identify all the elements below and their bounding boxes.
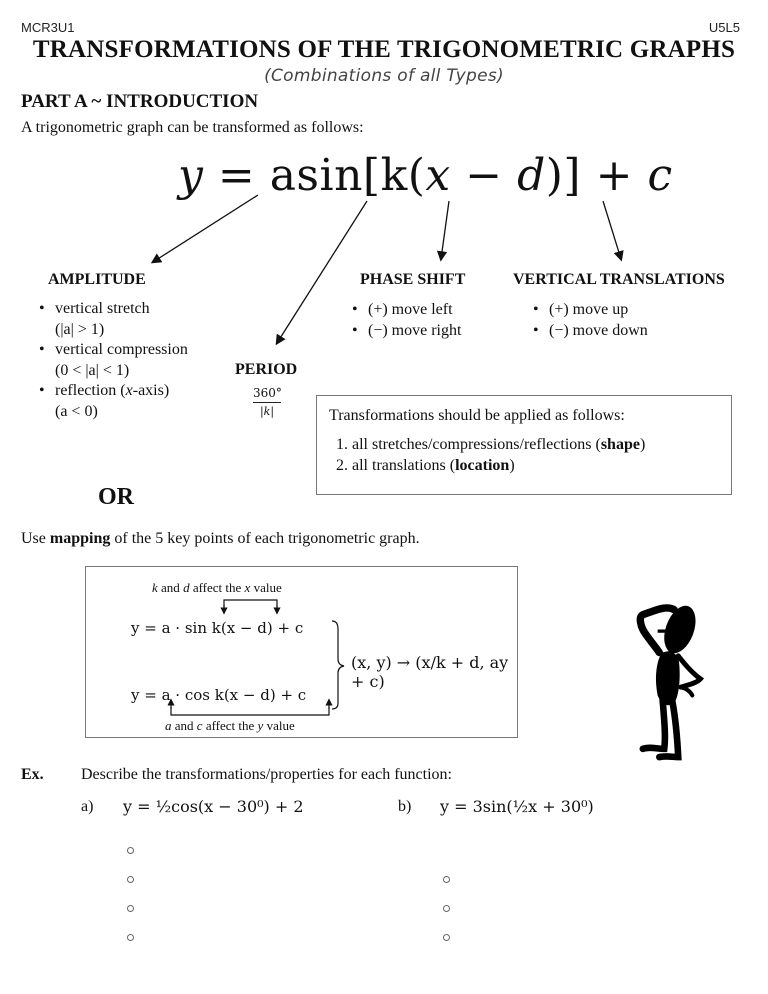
step-text: )	[639, 436, 646, 453]
eq-close: )] +	[545, 150, 648, 201]
step-text: )	[509, 456, 515, 474]
item-condition: (a < 0)	[55, 402, 98, 420]
answer-blank-a-1[interactable]	[127, 847, 134, 854]
mapping-rule: (x, y) → (x/k + d, ay + c)	[351, 653, 509, 691]
vertical-translations-list	[531, 300, 648, 341]
eq-y: y	[178, 150, 204, 201]
var-y: y	[257, 718, 264, 733]
y-value-note	[165, 718, 295, 734]
text: affect the	[202, 718, 258, 733]
list-item: • (+) move left	[350, 300, 461, 321]
var-c: c	[196, 718, 203, 733]
period-formula	[253, 386, 281, 418]
item-text: -axis)	[132, 382, 170, 399]
phase-shift-label: PHASE SHIFT	[360, 271, 466, 288]
text: Use	[21, 530, 50, 547]
text: affect the	[189, 580, 245, 595]
part-b-letter: b)	[398, 798, 412, 815]
section-heading: PART A ~ INTRODUCTION	[21, 91, 259, 112]
answer-blank-a-4[interactable]	[127, 934, 134, 941]
example-prompt: Describe the transformations/properties for each function:	[81, 766, 452, 783]
var-d: d	[183, 580, 190, 595]
keyword: mapping	[49, 530, 111, 547]
vertical-translations-label: VERTICAL TRANSLATIONS	[513, 271, 725, 288]
order-intro: Transformations should be applied as follows:	[329, 407, 625, 424]
period-label: PERIOD	[235, 361, 298, 378]
step-item	[352, 435, 645, 456]
step-keyword: shape	[600, 436, 640, 453]
text: and	[157, 580, 184, 595]
answer-blank-a-3[interactable]	[127, 905, 134, 912]
item-condition: (|a| > 1)	[55, 320, 105, 338]
course-code: MCR3U1	[21, 20, 75, 35]
list-item: • (+) move up	[531, 300, 648, 321]
example-label: Ex.	[21, 766, 44, 783]
answer-blank-b-1[interactable]	[443, 876, 450, 883]
list-item	[37, 299, 188, 340]
page-subtitle: (Combinations of all Types)	[264, 66, 504, 86]
lesson-code: U5L5	[708, 20, 740, 35]
phase-shift-list	[350, 300, 461, 341]
mapping-instruction	[21, 530, 420, 548]
thinking-figure-illustration	[600, 578, 740, 788]
var-k: k	[152, 580, 158, 595]
var-x: x	[244, 580, 251, 595]
step-text: all translations (	[352, 456, 456, 474]
list-item	[37, 381, 188, 422]
text: value	[250, 580, 282, 595]
answer-blank-b-3[interactable]	[443, 934, 450, 941]
step-keyword: location	[455, 456, 510, 474]
step-item	[352, 456, 645, 477]
part-b-equation: y = 3sin(½x + 30⁰)	[440, 797, 594, 816]
part-a-letter: a)	[81, 798, 94, 815]
item-text: reflection (	[55, 382, 126, 399]
page-title: TRANSFORMATIONS OF THE TRIGONOMETRIC GRAPHS	[32, 36, 736, 63]
eq-part: = asin[k(	[203, 150, 426, 201]
text: value	[263, 718, 295, 733]
list-item: • (−) move down	[531, 321, 648, 342]
item-text: x	[125, 382, 133, 399]
mapping-box	[85, 566, 518, 738]
example-heading	[21, 766, 44, 784]
eq-x: x	[425, 150, 451, 201]
eq-c: c	[647, 150, 673, 201]
cos-mapping-equation: y = a · cos k(x − d) + c	[131, 686, 307, 704]
eq-d: d	[517, 150, 546, 201]
answer-blank-a-2[interactable]	[127, 876, 134, 883]
text: of the 5 key points of each trigonometric graph.	[110, 530, 420, 547]
step-text: all stretches/compressions/reflections (	[352, 436, 601, 453]
item-text: vertical compression	[55, 341, 188, 358]
sin-mapping-equation: y = a · sin k(x − d) + c	[131, 619, 304, 637]
period-denominator: |k|	[259, 405, 275, 418]
period-numerator: 360°	[253, 386, 281, 403]
amplitude-label: AMPLITUDE	[48, 271, 146, 288]
var-a: a	[165, 718, 172, 733]
list-item: • (−) move right	[350, 321, 461, 342]
or-label: OR	[98, 484, 134, 510]
order-steps	[329, 435, 645, 476]
item-condition: (0 < |a| < 1)	[55, 361, 130, 379]
eq-minus: −	[450, 150, 518, 201]
answer-blank-b-2[interactable]	[443, 905, 450, 912]
part-a-equation: y = ½cos(x − 30⁰) + 2	[123, 797, 304, 816]
list-item	[37, 340, 188, 381]
intro-text: A trigonometric graph can be transformed as follows:	[21, 119, 364, 136]
order-box	[316, 395, 732, 495]
item-text: vertical stretch	[55, 300, 150, 317]
amplitude-list	[37, 299, 188, 422]
text: and	[171, 718, 197, 733]
